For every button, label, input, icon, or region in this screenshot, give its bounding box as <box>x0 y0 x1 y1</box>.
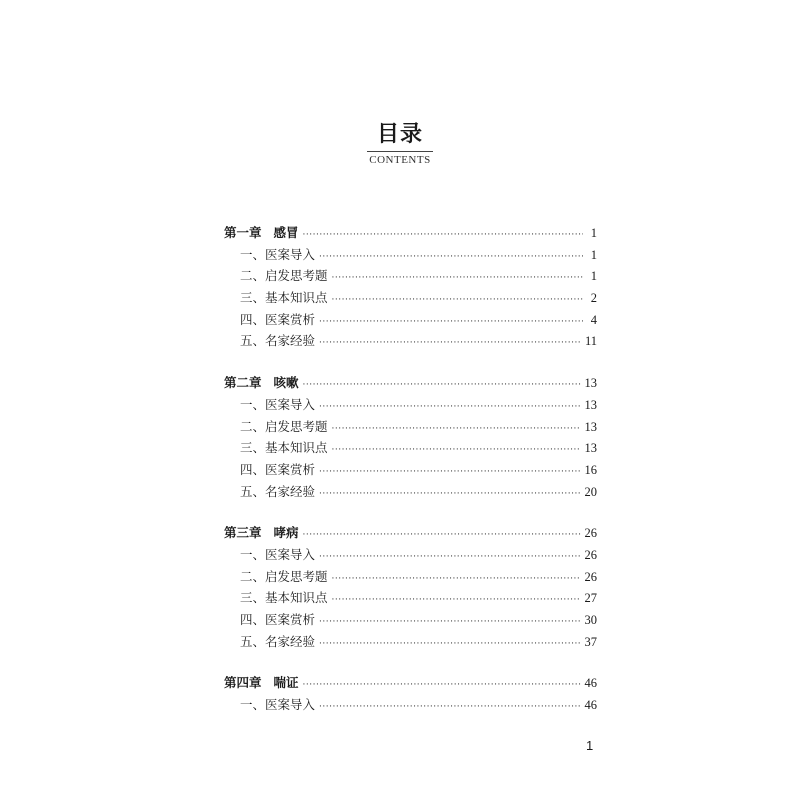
dot-leader <box>303 675 581 697</box>
page-number: 26 <box>584 526 597 541</box>
chapter-1 <box>224 222 597 352</box>
section-label: 一、医案导入 <box>240 246 316 262</box>
page-number: 16 <box>584 462 597 477</box>
page-title: 目录 <box>376 122 423 147</box>
dot-leader <box>319 634 580 656</box>
dot-leader <box>303 225 583 247</box>
section-label: 二、启发思考题 <box>240 418 328 434</box>
page-number: 30 <box>584 613 597 627</box>
chapter-number: 第一章 <box>224 225 262 240</box>
chapter-heading <box>224 222 299 244</box>
section-label: 一、医案导入 <box>240 396 316 412</box>
table-of-contents <box>224 222 597 736</box>
section-entry[interactable] <box>224 416 597 438</box>
page-number: 20 <box>584 484 597 499</box>
chapter-heading <box>224 372 299 394</box>
page-number: 37 <box>584 634 597 649</box>
section-label: 一、医案导入 <box>240 697 316 713</box>
chapter-4 <box>224 672 597 715</box>
page-number: 46 <box>584 698 597 713</box>
chapter-entry[interactable] <box>224 672 597 694</box>
title-block <box>0 122 800 167</box>
section-entry[interactable] <box>224 566 597 588</box>
section-entry[interactable] <box>224 394 597 416</box>
section-label: 五、名家经验 <box>240 333 316 349</box>
dot-leader <box>319 697 580 719</box>
dot-leader <box>319 462 580 484</box>
page-number: 26 <box>584 547 597 562</box>
page-number: 1 <box>590 247 597 262</box>
dot-leader <box>319 247 583 269</box>
page-number: 13 <box>584 419 597 434</box>
dot-leader <box>332 419 581 441</box>
section-entry[interactable] <box>224 330 597 352</box>
section-label: 四、医案赏析 <box>240 461 316 477</box>
chapter-title: 咳嗽 <box>273 375 299 391</box>
section-entry[interactable] <box>224 459 597 481</box>
page-number: 26 <box>584 569 597 584</box>
chapter-number: 第四章 <box>224 675 262 691</box>
section-label: 五、名家经验 <box>240 483 316 499</box>
page-number: 11 <box>584 334 597 349</box>
section-entry[interactable] <box>224 631 597 653</box>
chapter-number: 第三章 <box>224 525 262 541</box>
chapter-entry[interactable] <box>224 372 597 394</box>
section-entry[interactable] <box>224 287 597 309</box>
dot-leader <box>319 484 580 506</box>
chapter-heading <box>224 522 299 544</box>
dot-leader <box>303 375 581 397</box>
chapter-title: 哮病 <box>273 525 299 541</box>
dot-leader <box>332 440 581 462</box>
dot-leader <box>332 590 581 612</box>
page-subtitle: CONTENTS <box>369 154 431 166</box>
dot-leader <box>332 290 583 312</box>
section-label: 二、启发思考题 <box>240 268 328 284</box>
page-number: 27 <box>584 591 597 606</box>
section-label: 三、基本知识点 <box>240 440 328 456</box>
folio-page-number: 1 <box>586 738 594 753</box>
section-entry[interactable] <box>224 609 597 631</box>
chapter-title: 感冒 <box>273 225 299 240</box>
page-number: 2 <box>590 291 597 306</box>
dot-leader <box>332 268 583 290</box>
section-label: 四、医案赏析 <box>240 612 316 627</box>
page-number: 13 <box>584 441 597 456</box>
section-entry[interactable] <box>224 694 597 716</box>
dot-leader <box>319 547 580 569</box>
section-label: 三、基本知识点 <box>240 590 328 606</box>
section-entry[interactable] <box>224 587 597 609</box>
section-entry[interactable] <box>224 544 597 566</box>
dot-leader <box>319 612 580 634</box>
page-number: 13 <box>584 397 597 412</box>
chapter-entry[interactable] <box>224 522 597 544</box>
dot-leader <box>319 397 580 419</box>
section-label: 五、名家经验 <box>240 633 316 649</box>
page-number: 1 <box>590 269 597 284</box>
section-entry[interactable] <box>224 437 597 459</box>
chapter-entry[interactable] <box>224 222 597 244</box>
section-entry[interactable] <box>224 309 597 331</box>
section-label: 二、启发思考题 <box>240 568 328 584</box>
dot-leader <box>332 569 581 591</box>
section-label: 三、基本知识点 <box>240 290 328 306</box>
title-divider <box>367 151 433 152</box>
page-number: 1 <box>590 226 597 240</box>
section-entry[interactable] <box>224 244 597 266</box>
section-entry[interactable] <box>224 265 597 287</box>
chapter-title: 喘证 <box>273 675 299 691</box>
page-number: 13 <box>584 376 597 391</box>
dot-leader <box>319 312 583 334</box>
section-entry[interactable] <box>224 481 597 503</box>
chapter-2 <box>224 372 597 502</box>
page-number: 46 <box>584 676 597 691</box>
chapter-heading <box>224 672 299 694</box>
section-label: 四、医案赏析 <box>240 311 316 327</box>
chapter-3 <box>224 522 597 652</box>
page-number: 4 <box>590 312 597 327</box>
chapter-number: 第二章 <box>224 375 262 391</box>
dot-leader <box>319 333 581 355</box>
section-label: 一、医案导入 <box>240 546 316 562</box>
dot-leader <box>303 525 581 547</box>
